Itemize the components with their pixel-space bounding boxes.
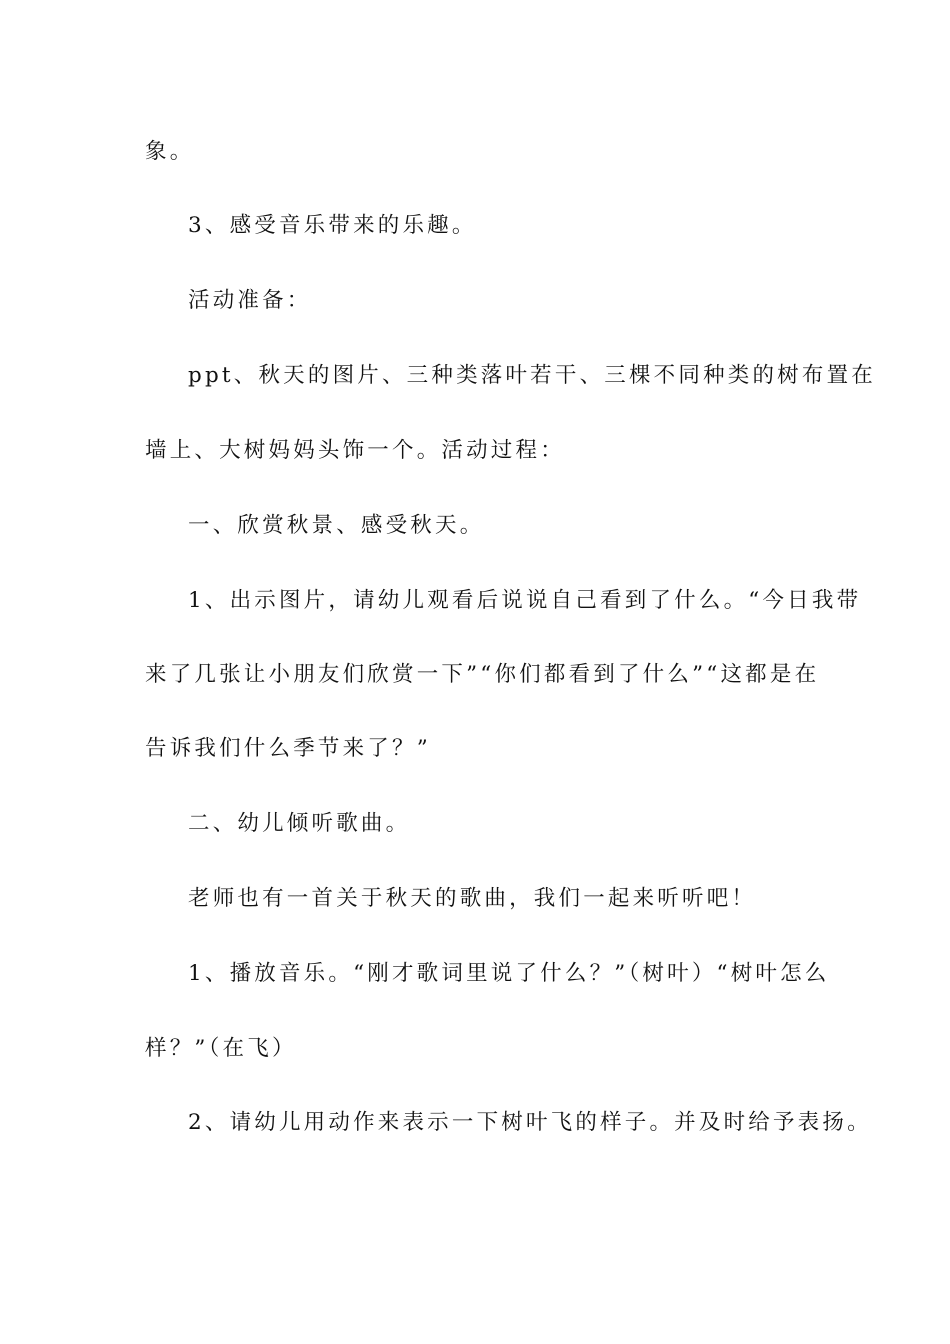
section-heading-preparation: 活动准备： xyxy=(188,288,312,313)
text-line-11: 老师也有一首关于秋天的歌曲，我们一起来听听吧！ xyxy=(188,886,757,911)
text-line-12: 1、播放音乐。“刚才歌词里说了什么？”（树叶）“树叶怎么 xyxy=(188,961,830,986)
text-line-5: 墙上、大树妈妈头饰一个。活动过程： xyxy=(145,438,565,463)
text-line-1: 象。 xyxy=(145,139,195,164)
text-line-2: 3、感受音乐带来的乐趣。 xyxy=(188,213,477,238)
text-line-9: 告诉我们什么季节来了？” xyxy=(145,736,431,761)
text-line-14: 2、请幼儿用动作来表示一下树叶飞的样子。并及时给予表扬。 xyxy=(188,1110,872,1135)
text-line-7: 1、出示图片，请幼儿观看后说说自己看到了什么。“今日我带 xyxy=(188,588,862,613)
text-line-4: ppt、秋天的图片、三种类落叶若干、三棵不同种类的树布置在 xyxy=(188,363,876,388)
text-line-8: 来了几张让小朋友们欣赏一下”“你们都看到了什么”“这都是在 xyxy=(145,662,820,687)
section-heading-1: 一、欣赏秋景、感受秋天。 xyxy=(188,513,485,538)
section-heading-2: 二、幼儿倾听歌曲。 xyxy=(188,811,411,836)
text-line-13: 样？”（在飞） xyxy=(145,1036,297,1061)
